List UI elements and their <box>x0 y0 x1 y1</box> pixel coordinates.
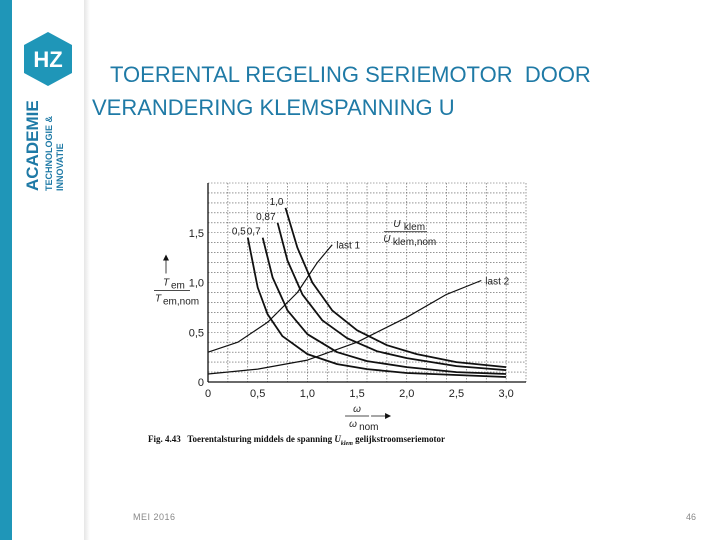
page-title <box>92 58 692 124</box>
speed-control-chart <box>140 175 540 460</box>
load-curve-line <box>208 281 481 375</box>
y-label-denominator: T <box>154 293 162 305</box>
brand-line3: INNOVATIE <box>55 143 65 191</box>
x-label-denominator: ω <box>349 419 357 430</box>
x-tick-label: 0 <box>204 388 212 400</box>
voltage-curve-label: 0,7 <box>246 226 261 238</box>
y-tick-labels <box>189 228 204 389</box>
voltage-curve-label: 1,0 <box>269 196 284 208</box>
y-tick-label: 1,5 <box>188 227 204 240</box>
y-tick-label: 0,5 <box>188 327 204 340</box>
page-number: 46 <box>686 512 697 522</box>
uklem-denominator: U <box>383 233 391 245</box>
x-tick-label: 0,5 <box>250 388 266 400</box>
y-label-numerator-sub: em <box>171 280 185 292</box>
sidebar-shadow <box>84 0 90 540</box>
x-tick-label: 2,5 <box>448 388 465 400</box>
voltage-curve-line <box>278 223 510 370</box>
x-label-denominator-sub: nom <box>359 422 379 433</box>
x-tick-label: 3,0 <box>498 388 514 400</box>
brand-line2: TECHNOLOGIE & <box>44 115 54 191</box>
voltage-curve-label: 0,87 <box>256 211 276 223</box>
x-tick-labels <box>205 388 514 400</box>
load-curve-label: last 1 <box>336 240 361 252</box>
x-tick-label: 2,0 <box>399 388 415 400</box>
page-title-line2: VERANDERING KLEMSPANNING U <box>92 95 455 120</box>
x-axis-arrowhead <box>385 413 391 419</box>
caption-rest: gelijkstroomseriemotor <box>355 434 445 444</box>
caption-fig: Fig. 4.43 <box>148 434 181 444</box>
page-title-line1: TOERENTAL REGELING SERIEMOTOR DOOR <box>110 62 591 87</box>
y-label-numerator: T <box>162 277 170 289</box>
uklem-denominator-sub: klem,nom <box>392 236 437 248</box>
sidebar-accent-strip <box>0 0 12 540</box>
uklem-numerator-sub: klem <box>403 221 426 233</box>
load-curve-label: last 2 <box>485 276 510 288</box>
y-label-denominator-sub: em,nom <box>163 296 200 308</box>
logo-text: HZ <box>33 47 63 72</box>
brand-line1: ACADEMIE <box>23 100 42 191</box>
footer-date: MEI 2016 <box>133 512 176 522</box>
brand-vertical-text <box>21 95 73 195</box>
uklem-numerator: U <box>393 218 401 230</box>
x-label-numerator: ω <box>353 404 361 415</box>
sidebar <box>0 0 84 540</box>
load-curve-line <box>208 245 332 353</box>
caption-var-sub: klem <box>340 440 353 447</box>
voltage-curve-label: 0,5 <box>231 226 246 238</box>
y-axis-arrowhead <box>163 254 169 260</box>
caption-var: U <box>334 434 341 444</box>
x-tick-label: 1,5 <box>349 388 365 400</box>
hz-logo-icon <box>22 30 74 88</box>
y-tick-label: 0 <box>197 377 204 389</box>
figure-caption <box>148 434 445 447</box>
caption-text: Toerentalsturing middels de spanning <box>187 434 333 444</box>
x-tick-label: 1,0 <box>299 388 316 400</box>
y-tick-label: 1,0 <box>188 277 204 290</box>
